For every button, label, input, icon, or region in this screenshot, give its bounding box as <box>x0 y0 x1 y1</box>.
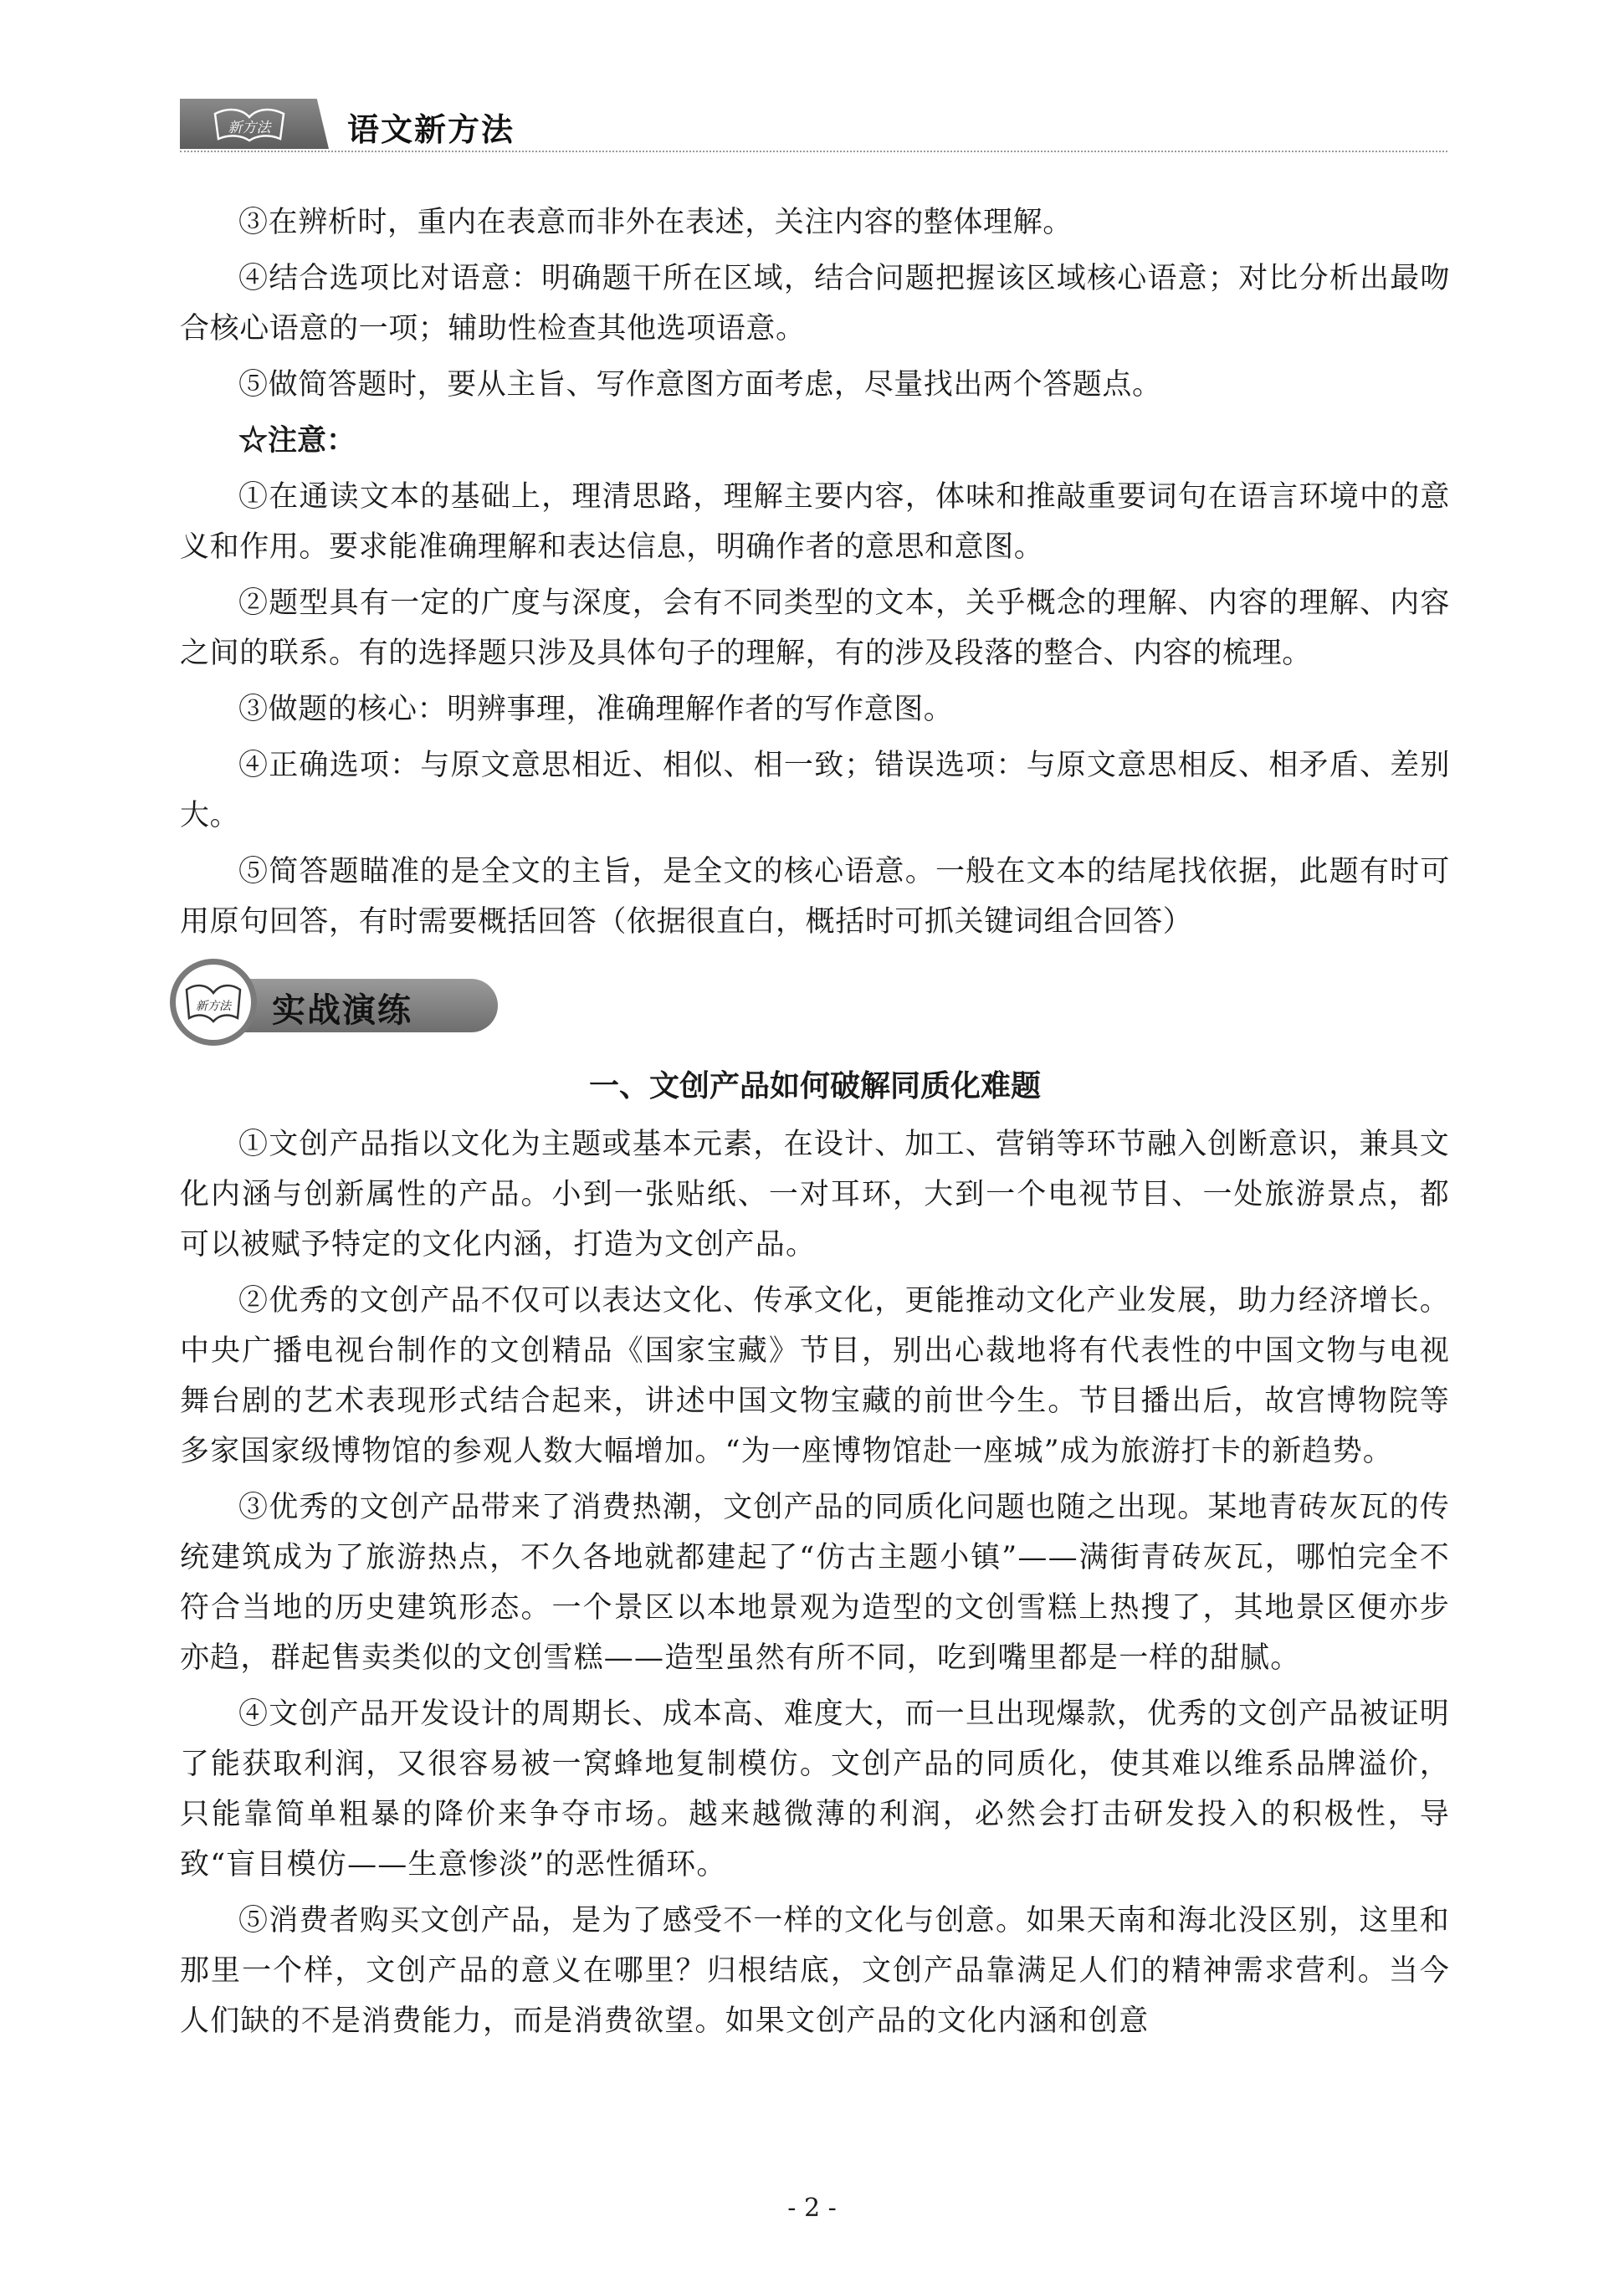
page-header <box>180 90 1447 154</box>
article <box>180 1061 1450 2046</box>
method-item: ③在辨析时，重内在表意而非外在表述，关注内容的整体理解。 <box>238 206 1073 239</box>
article-paragraph: ②优秀的文创产品不仅可以表达文化、传承文化，更能推动文化产业发展，助力经济增长。中央广播电视台制作的文创精品《国家宝藏》节目，别出心裁地将有代表性的中国文物与电视舞台剧的艺术表现形式结合起来，讲述中国文物宝藏的前世今生。节目播出后，故宫博物院等多家国家级博物馆的参观人数大幅增加。“为一座博物馆赴一座城”成为旅游打卡的新趋势。 <box>180 1284 1451 1468</box>
article-paragraph: ③优秀的文创产品带来了消费热潮，文创产品的同质化问题也随之出现。某地青砖灰瓦的传统建筑成为了旅游热点，不久各地就都建起了“仿古主题小镇”——满街青砖灰瓦，哪怕完全不符合当地的历史建筑形态。一个景区以本地景观为造型的文创雪糕上热搜了，其地景区便亦步亦趋，群起售卖类似的文创雪糕——造型虽然有所不同，吃到嘴里都是一样的甜腻。 <box>180 1491 1451 1675</box>
book-title: 语文新方法 <box>347 111 515 148</box>
page-content <box>180 197 1450 2052</box>
book-logo-icon <box>212 105 287 144</box>
section-label: 实战演练 <box>272 991 412 1030</box>
page-number: - 2 - <box>787 2194 837 2223</box>
book-logo-icon <box>184 980 243 1026</box>
article-paragraph: ①文创产品指以文化为主题或基本元素，在设计、加工、营销等环节融入创断意识，兼具文化内涵与创新属性的产品。小到一张贴纸、一对耳环，大到一个电视节目、一处旅游景点，都可以被赋予特定的文化内涵，打造为文创产品。 <box>180 1128 1451 1262</box>
header-divider <box>180 151 1447 152</box>
note-item: ①在通读文本的基础上，理清思路，理解主要内容，体味和推敲重要词句在语言环境中的意义和作用。要求能准确理解和表达信息，明确作者的意思和意图。 <box>180 480 1450 564</box>
note-item: ③做题的核心：明辨事理，准确理解作者的写作意图。 <box>238 693 954 726</box>
header-logo-tab <box>180 99 329 149</box>
article-paragraph: ⑤消费者购买文创产品，是为了感受不一样的文化与创意。如果天南和海北没区别，这里和那里一个样，文创产品的意义在哪里？归根结底，文创产品靠满足人们的精神需求营利。当今人们缺的不是消费能力，而是消费欲望。如果文创产品的文化内涵和创意 <box>180 1904 1451 2038</box>
article-paragraph: ④文创产品开发设计的周期长、成本高、难度大，而一旦出现爆款，优秀的文创产品被证明了能获取利润，又很容易被一窝蜂地复制模仿。文创产品的同质化，使其难以维系品牌溢价，只能靠简单粗暴的降价来争夺市场。越来越微薄的利润，必然会打击研发投入的积极性，导致“盲目模仿——生意惨淡”的恶性循环。 <box>180 1697 1451 1881</box>
method-item: ④结合选项比对语意：明确题干所在区域，结合问题把握该区域核心语意；对比分析出最吻合核心语意的一项；辅助性检查其他选项语意。 <box>180 262 1450 346</box>
note-item: ⑤简答题瞄准的是全文的主旨，是全文的核心语意。一般在文本的结尾找依据，此题有时可用原句回答，有时需要概括回答（依据很直白，概括时可抓关键词组合回答） <box>180 855 1450 939</box>
note-item: ②题型具有一定的广度与深度，会有不同类型的文本，关乎概念的理解、内容的理解、内容之间的联系。有的选择题只涉及具体句子的理解，有的涉及段落的整合、内容的梳理。 <box>180 586 1450 670</box>
article-title: 一、文创产品如何破解同质化难题 <box>588 1069 1041 1103</box>
banner-logo-text: 新方法 <box>196 1000 231 1013</box>
banner-emblem <box>170 959 257 1046</box>
method-item: ⑤做简答题时，要从主旨、写作意图方面考虑，尽量找出两个答题点。 <box>238 368 1162 402</box>
header-logo-text: 新方法 <box>228 120 271 136</box>
note-item: ④正确选项：与原文意思相近、相似、相一致；错误选项：与原文意思相反、相矛盾、差别大。 <box>180 749 1450 832</box>
practice-section-banner <box>170 954 1450 1047</box>
notes-heading: ☆注意： <box>238 423 356 458</box>
